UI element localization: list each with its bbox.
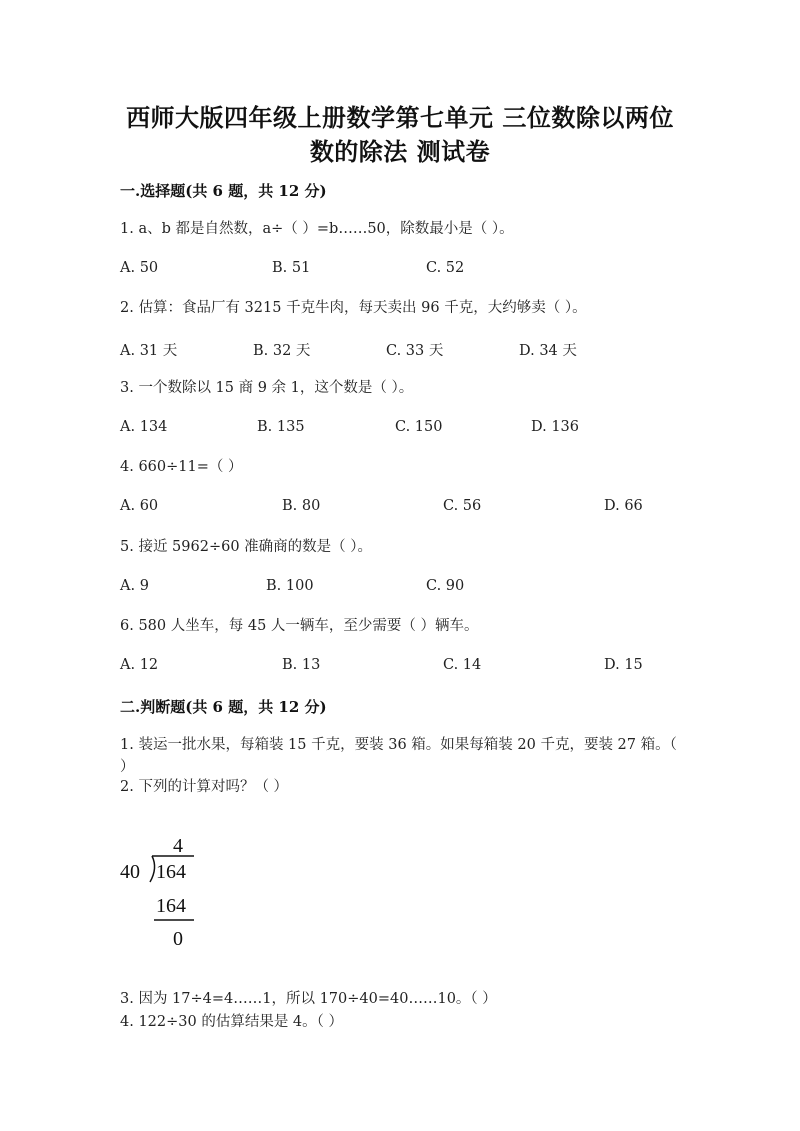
judgement-3: 3. 因为 17÷4=4……1，所以 170÷40=40……10。（ ） [120,991,497,1007]
judgement-2: 2. 下列的计算对吗？（ ） [120,779,289,795]
q4-option-d: D. 66 [604,498,643,514]
question-4: 4. 660÷11=（ ） [120,459,243,475]
division-bracket [150,856,155,882]
division-quotient: 4 [173,835,183,857]
q3-option-b: B. 135 [257,419,305,435]
q2-option-b: B. 32 天 [253,343,311,359]
long-division-svg [118,830,238,955]
judgement-4: 4. 122÷30 的估算结果是 4。（ ） [120,1014,344,1030]
q2-option-a: A. 31 天 [120,343,178,359]
title-line-2: 数的除法 测试卷 [309,137,491,166]
division-remainder: 0 [173,928,183,950]
question-1: 1. a、b 都是自然数，a÷（ ）=b……50，除数最小是（ ）。 [120,221,514,237]
title-line-1: 西师大版四年级上册数学第七单元 三位数除以两位 [126,103,674,132]
q4-option-a: A. 60 [120,498,159,514]
q3-option-a: A. 134 [120,419,168,435]
division-product: 164 [156,895,186,917]
q6-option-d: D. 15 [604,657,643,673]
section-heading-choice: 一.选择题(共 6 题，共 12 分) [120,182,327,200]
division-divisor: 40 [120,861,140,883]
q1-option-c: C. 52 [426,260,465,276]
q1-option-a: A. 50 [120,260,159,276]
section-heading-judgement: 二.判断题(共 6 题，共 12 分) [120,698,327,716]
q4-option-b: B. 80 [282,498,321,514]
question-6: 6. 580 人坐车，每 45 人一辆车，至少需要（ ）辆车。 [120,618,479,634]
q5-option-b: B. 100 [266,578,314,594]
q3-option-d: D. 136 [531,419,580,435]
long-division-figure [118,830,238,955]
q5-option-a: A. 9 [120,578,149,594]
q1-option-b: B. 51 [272,260,311,276]
judgement-1: 1. 装运一批水果，每箱装 15 千克，要装 36 箱。如果每箱装 20 千克，要装 27 箱。（ ） [120,737,677,775]
q5-option-c: C. 90 [426,578,465,594]
q6-option-c: C. 14 [443,657,482,673]
division-dividend: 164 [156,861,186,883]
q6-option-a: A. 12 [120,657,159,673]
question-2: 2. 估算：食品厂有 3215 千克牛肉，每天卖出 96 千克，大约够卖（ ）。 [120,300,587,316]
question-5: 5. 接近 5962÷60 准确商的数是（ ）。 [120,539,373,555]
question-3: 3. 一个数除以 15 商 9 余 1，这个数是（ ）。 [120,380,414,396]
q3-option-c: C. 150 [395,419,443,435]
q6-option-b: B. 13 [282,657,321,673]
q2-option-c: C. 33 天 [386,343,444,359]
q4-option-c: C. 56 [443,498,482,514]
q2-option-d: D. 34 天 [519,343,577,359]
